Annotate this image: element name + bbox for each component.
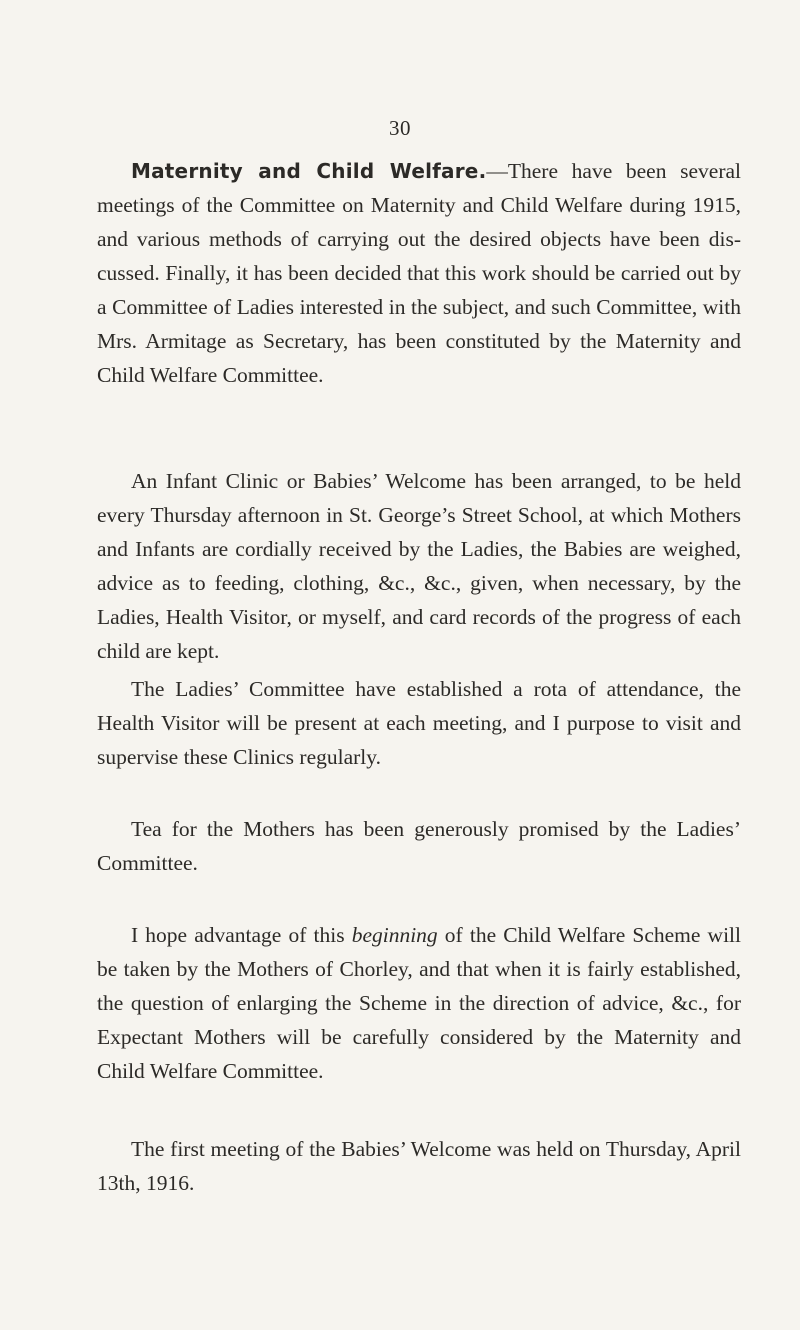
paragraph-text: I hope advantage of this beginning of the Child Welfare Scheme will be taken by the Mothers of Chorley, and that when it is fairly established, the question of enlarging the Scheme in the direction of advice, &c., for Expectant Mothers will be carefully considered by the Maternity and Child Welfare Committee. bbox=[97, 923, 741, 1083]
paragraph-tea bbox=[97, 812, 741, 880]
paragraph-ladies-committee bbox=[97, 672, 741, 774]
paragraph-text: The first meeting of the Babies’ Welcome was held on Thursday, April 13th, 1916. bbox=[97, 1137, 741, 1195]
paragraph-infant-clinic bbox=[97, 464, 741, 668]
paragraph-hope bbox=[97, 918, 741, 1088]
paragraph-text: The Ladies’ Committee have established a rota of attendance, the Health Visitor will be present at each meeting, and I purpose to visit and supervise these Clinics regularly. bbox=[97, 677, 741, 769]
paragraph-text: Tea for the Mothers has been generously promised by the Ladies’ Committee. bbox=[97, 817, 741, 875]
paragraph-first-meeting bbox=[97, 1132, 741, 1200]
page-number: 30 bbox=[389, 116, 411, 140]
paragraph-text: An Infant Clinic or Babies’ Welcome has been arranged, to be held every Thursday afternoon in St. George’s Street School, at which Mothers and Infants are cordially received by the Ladies, the Babies are weighed, advice as to feeding, clothing, &c., &c., given, when necessary, by the Ladies, Health Visitor, or myself, and card records of the progress of each child are kept. bbox=[97, 469, 741, 663]
section-heading: Maternity and Child Welfare. bbox=[131, 159, 487, 183]
paragraph-maternity-welfare bbox=[97, 154, 741, 392]
italic-word: beginning bbox=[351, 923, 438, 947]
paragraph-text: —There have been several meetings of the Committee on Maternity and Child Welfare during 1915, and various methods of carrying out the desired objects have been discussed. Finally, it has been decided that this work should be carried out by a Committee of Ladies interested in the subject, and such Committee, with Mrs. Armitage as Secretary, has been constituted by the Maternity and Child Welfare Committee. bbox=[97, 159, 741, 387]
